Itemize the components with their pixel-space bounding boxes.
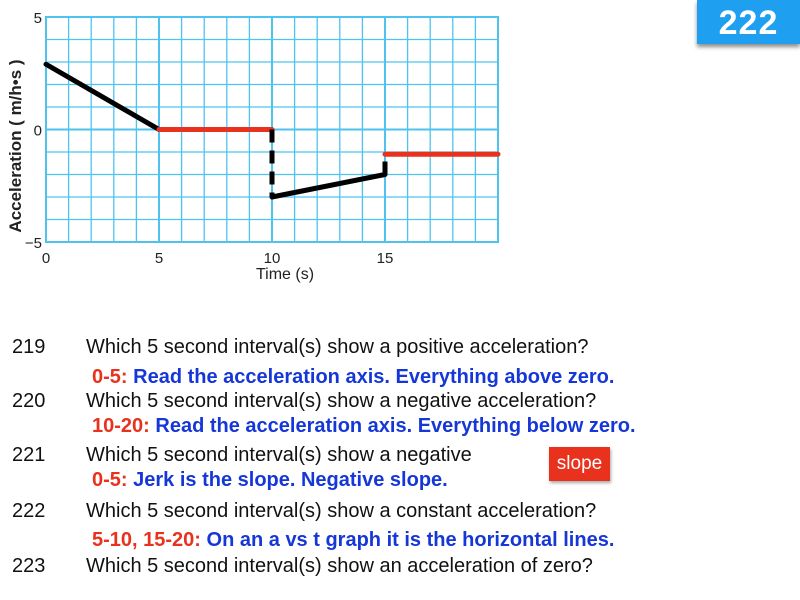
y-tick-label: −5 (24, 235, 42, 252)
x-tick-label: 15 (376, 250, 394, 267)
question-number: 223 (12, 555, 46, 577)
answer-222 (92, 529, 614, 552)
question-text: Which 5 second interval(s) show an acceleration of zero? (86, 555, 593, 577)
answer-interval: 0-5: (92, 469, 128, 491)
x-axis-label: Time (s) (255, 266, 315, 283)
answer-219 (92, 366, 614, 389)
y-tick-label: 5 (33, 10, 42, 27)
question-number: 220 (12, 390, 46, 412)
question-text: Which 5 second interval(s) show a negative acceleration? (86, 390, 597, 412)
answer-explanation: Read the acceleration axis. Everything above zero. (133, 366, 615, 388)
question-text: Which 5 second interval(s) show a constant acceleration? (86, 500, 597, 522)
answer-220 (92, 415, 636, 438)
question-number: 221 (12, 444, 46, 466)
answer-explanation: Jerk is the slope. Negative slope. (133, 469, 448, 491)
answer-explanation: Read the acceleration axis. Everything below zero. (155, 415, 636, 437)
answer-explanation: On an a vs t graph it is the horizontal lines. (206, 529, 615, 551)
question-number: 222 (12, 500, 46, 522)
answer-interval: 10-20: (92, 415, 150, 437)
x-tick-label: 0 (41, 250, 51, 267)
answer-interval: 5-10, 15-20: (92, 529, 201, 551)
question-text: Which 5 second interval(s) show a negative (86, 444, 472, 466)
x-tick-label: 5 (154, 250, 164, 267)
x-tick-label: 10 (263, 250, 281, 267)
question-text: Which 5 second interval(s) show a positive acceleration? (86, 336, 589, 358)
y-axis-label: Acceleration ( m/h•s ) (6, 59, 25, 233)
y-tick-label: 0 (33, 122, 42, 140)
slide-number-badge: 222 (697, 0, 800, 44)
answer-221 (92, 469, 448, 492)
question-number: 219 (12, 336, 46, 358)
slope-tag: slope (549, 447, 610, 481)
answer-interval: 0-5: (92, 366, 128, 388)
acceleration-time-chart (0, 0, 520, 300)
